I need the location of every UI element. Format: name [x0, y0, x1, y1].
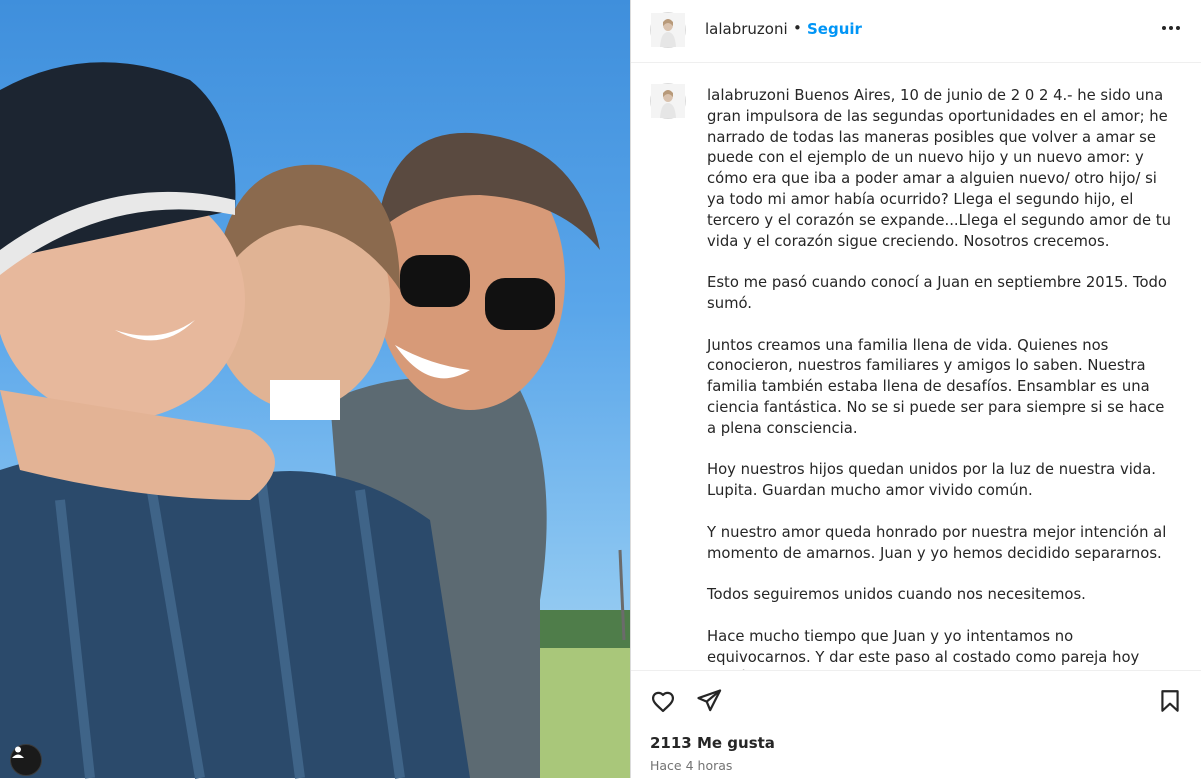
more-options-icon[interactable] — [1159, 16, 1183, 40]
caption-username[interactable]: lalabruzoni — [707, 86, 790, 104]
post-actions-bar — [631, 670, 1201, 779]
caption-paragraph: Y nuestro amor queda honrado por nuestra mejor intención al momento de amarnos. Juan y yo hemos decidido separarnos. — [707, 523, 1167, 562]
man-sunglasses-right — [485, 278, 555, 330]
likes-count[interactable]: 2113 Me gusta — [650, 734, 775, 752]
caption-author-avatar[interactable] — [650, 83, 686, 119]
bookmark-icon[interactable] — [1157, 687, 1183, 715]
child-shirt — [270, 380, 340, 420]
post-header — [631, 0, 1201, 63]
author-username[interactable]: lalabruzoni — [705, 20, 788, 38]
caption-paragraph: Hoy nuestros hijos quedan unidos por la luz de nuestra vida. Lupita. Guardan mucho amor vivido común. — [707, 461, 1156, 500]
man-sunglasses-left — [400, 255, 470, 307]
author-avatar[interactable] — [650, 12, 686, 48]
heart-icon[interactable] — [649, 687, 677, 715]
caption-paragraph: Todos seguiremos unidos cuando nos necesitemos. — [707, 586, 1086, 604]
caption-paragraph-text: Buenos Aires, 10 de junio de 2 0 2 4.- he sido una gran impulsora de las segundas oportunidades en el amor; he narrado de todas las maneras posibles que volver a amar se puede con el ejemplo de un nuevo hijo y un nuevo amor: y cómo era que iba a poder amar a alguien nuevo/ otro hijo/ si ya todo mi amor había ocurrido? Llega el segundo hijo, el tercero y el corazón se expande...Llega el segundo amor de tu vida y el corazón sigue creciendo. Nosotros crecemos. — [707, 87, 1171, 250]
caption-paragraph: Juntos creamos una familia llena de vida. Quienes nos conocieron, nuestros familiares y amigos lo saben. Nuestra familia también estaba llena de desafíos. Ensamblar es una ciencia fantástica. No se si puede ser para siempre si se hace a plena consciencia. — [707, 336, 1165, 437]
caption-paragraph: Hace mucho tiempo que Juan y yo intentamos no equivocarnos. Y dar este paso al costado como pareja hoy — [707, 627, 1140, 666]
header-separator: • — [793, 19, 802, 37]
avatar-image — [651, 13, 685, 47]
follow-button[interactable]: Seguir — [807, 20, 862, 38]
post-timestamp[interactable]: Hace 4 horas — [650, 758, 733, 773]
caption-paragraph — [707, 85, 1177, 252]
avatar-image — [651, 84, 685, 118]
paper-plane-icon[interactable] — [695, 687, 723, 715]
user-tag-icon — [11, 745, 25, 759]
caption-paragraph: Esto me pasó cuando conocí a Juan en septiembre 2015. Todo sumó. — [707, 274, 1167, 312]
caption-section — [631, 63, 1201, 670]
user-tag-button[interactable] — [10, 744, 42, 776]
caption-text — [707, 85, 1177, 710]
post-side-panel — [630, 0, 1201, 778]
